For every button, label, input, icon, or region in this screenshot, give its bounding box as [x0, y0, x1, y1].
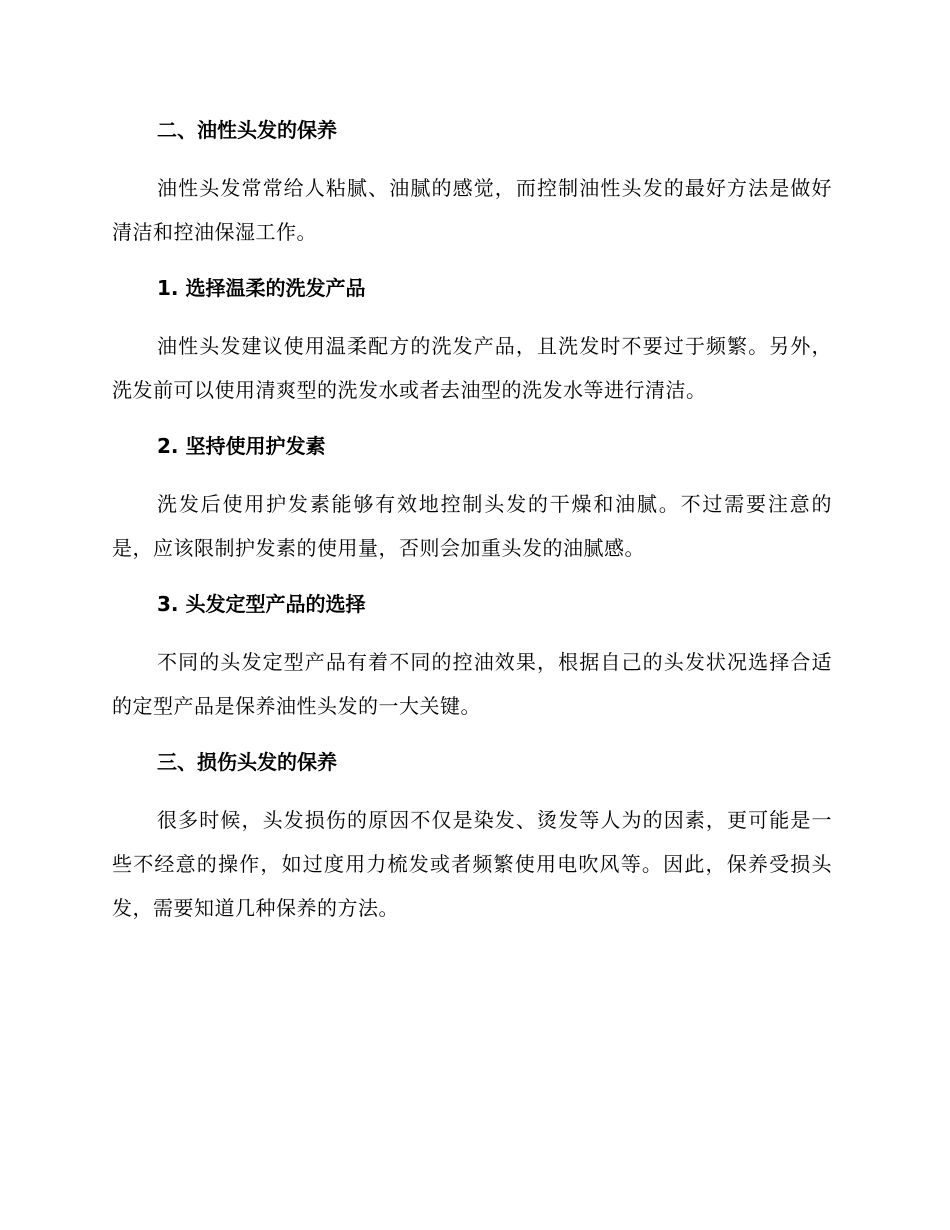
document-body [112, 108, 832, 942]
damaged-hair-paragraph: 很多时候，头发损伤的原因不仅是染发、烫发等人为的因素，更可能是一些不经意的操作，如过度用力梳发或者频繁使用电吹风等。因此，保养受损头发，需要知道几种保养的方法。 [112, 808, 832, 920]
section-heading-damaged-hair: 三、损伤头发的保养 [157, 750, 337, 774]
gentle-products-paragraph: 油性头发建议使用温柔配方的洗发产品，且洗发时不要过于频繁。另外，洗发前可以使用清爽型的洗发水或者去油型的洗发水等进行清洁。 [112, 334, 832, 402]
styling-products-paragraph: 不同的头发定型产品有着不同的控油效果，根据自己的头发状况选择合适的定型产品是保养油性头发的一大关键。 [112, 650, 832, 718]
subheading-styling-products: 3. 头发定型产品的选择 [157, 592, 366, 616]
subheading-gentle-products: 1. 选择温柔的洗发产品 [157, 276, 366, 300]
conditioner-paragraph: 洗发后使用护发素能够有效地控制头发的干燥和油腻。不过需要注意的是，应该限制护发素的使用量，否则会加重头发的油腻感。 [112, 492, 832, 560]
section-heading-oily-hair: 二、油性头发的保养 [157, 118, 337, 142]
subheading-conditioner: 2. 坚持使用护发素 [157, 434, 326, 458]
oily-hair-intro-paragraph: 油性头发常常给人粘腻、油腻的感觉，而控制油性头发的最好方法是做好清洁和控油保湿工作。 [112, 176, 832, 244]
